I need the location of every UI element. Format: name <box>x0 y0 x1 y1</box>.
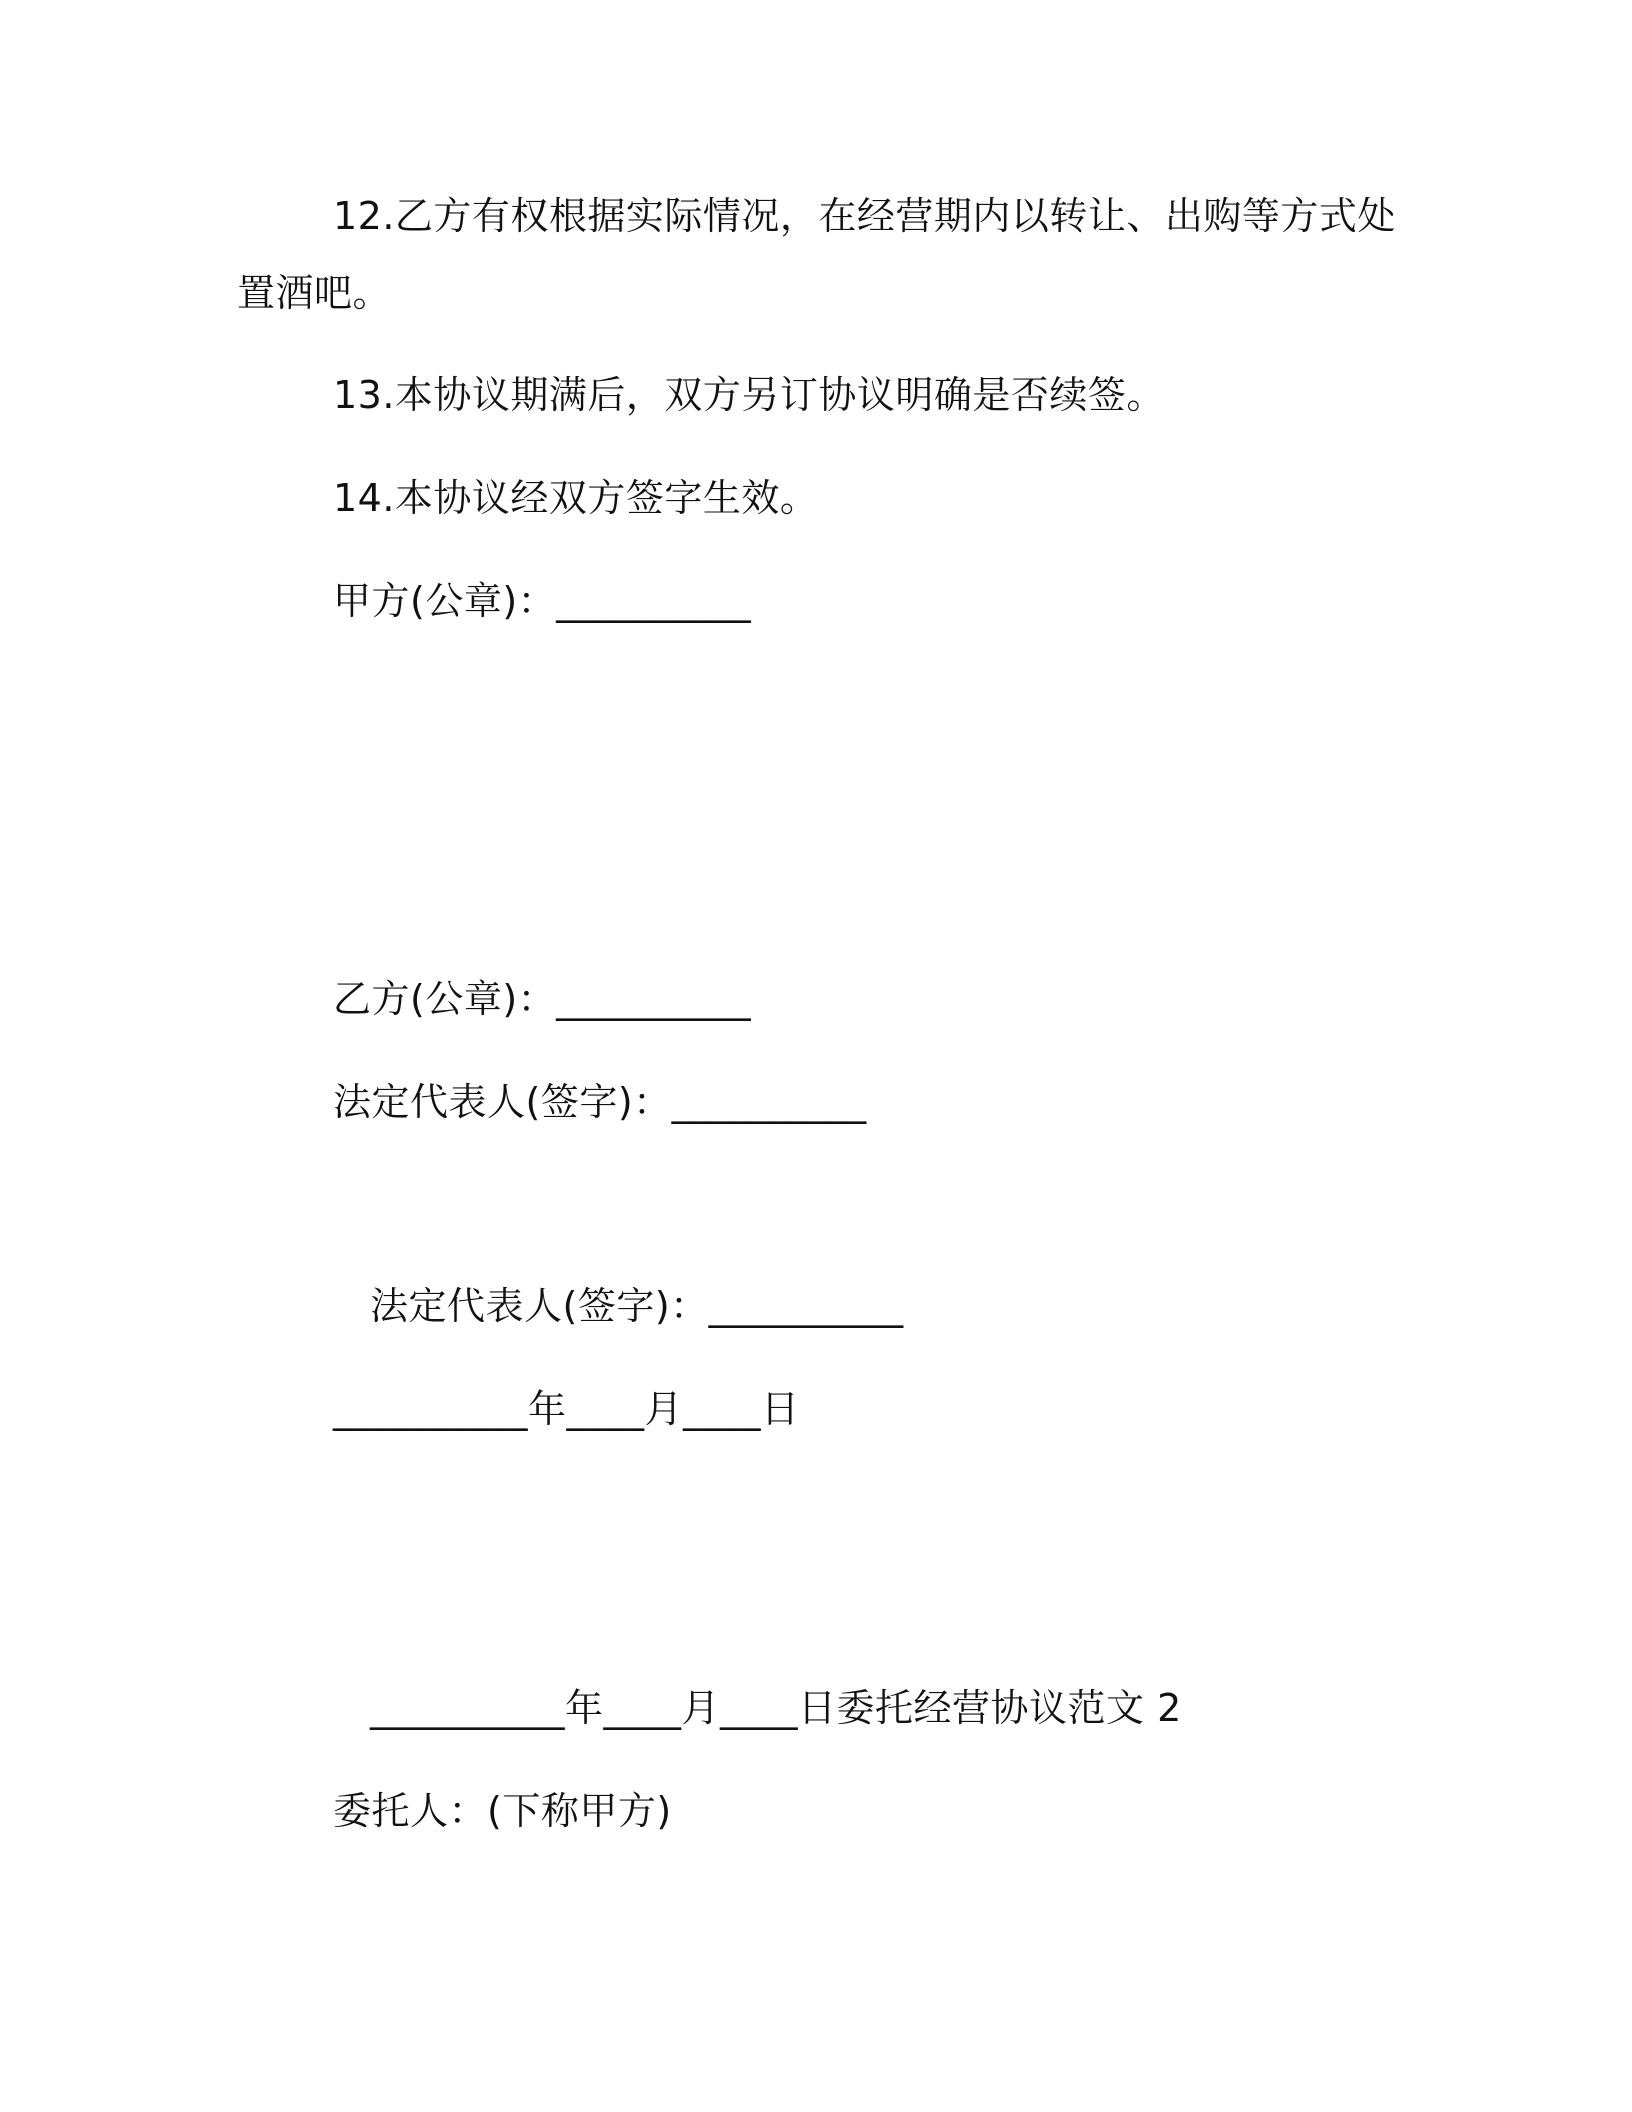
clause-12-line-1: 12.乙方有权根据实际情况，在经营期内以转让、出购等方式处 <box>333 194 1396 238</box>
party-a-seal-line: 甲方(公章)：__________ <box>333 579 752 623</box>
entrustor-line: 委托人：(下称甲方) <box>333 1789 672 1833</box>
legal-representative-line-2: 法定代表人(签字)：__________ <box>370 1284 904 1328</box>
clause-14: 14.本协议经双方签字生效。 <box>333 476 819 520</box>
clause-13: 13.本协议期满后，双方另订协议明确是否续签。 <box>333 373 1165 417</box>
legal-representative-line-1: 法定代表人(签字)：__________ <box>333 1080 867 1124</box>
clause-12-line-2: 置酒吧。 <box>237 271 392 315</box>
date-and-title-line: __________年____月____日委托经营协议范文 2 <box>370 1686 1182 1730</box>
party-b-seal-line: 乙方(公章)：__________ <box>333 977 752 1021</box>
date-line-1: __________年____月____日 <box>333 1387 800 1431</box>
